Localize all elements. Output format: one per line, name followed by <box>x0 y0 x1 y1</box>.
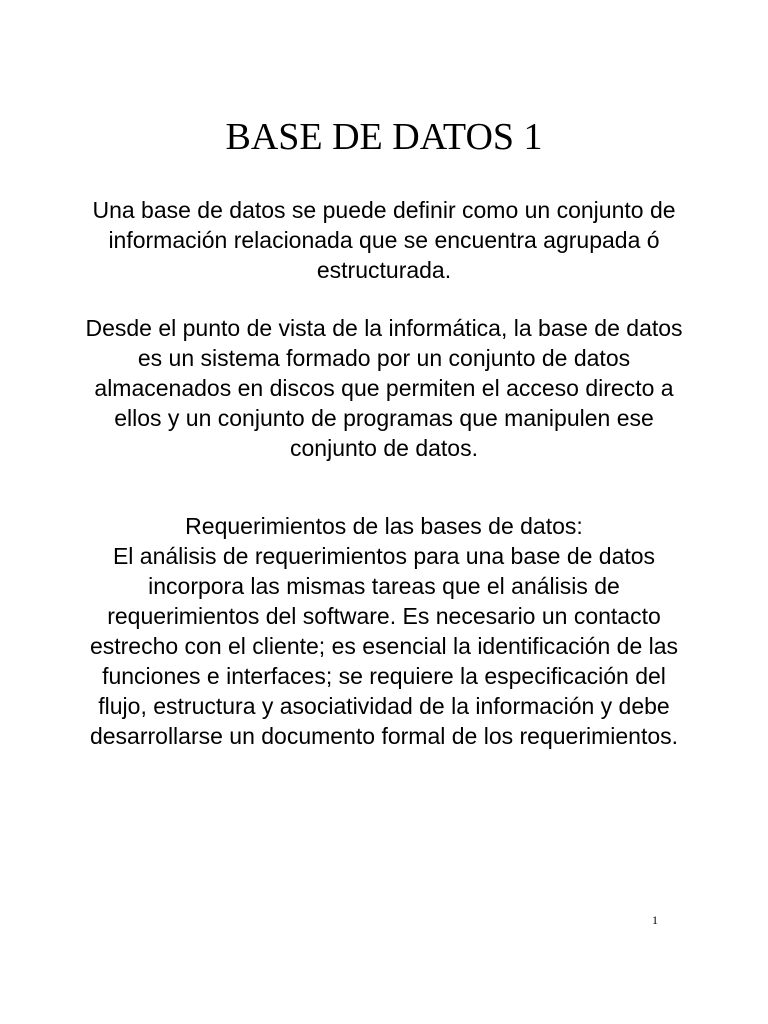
page-title: BASE DE DATOS 1 <box>225 116 543 158</box>
definition-paragraph: Una base de datos se puede definir como un conjunto de información relacionada que se encuentra agrupada ó estructurada. <box>92 197 676 283</box>
requirements-paragraph: Requerimientos de las bases de datos: El análisis de requerimientos para una base de datos incorpora las mismas tareas que el análisis de requerimientos del software. Es necesario un contacto estrecho con el cliente; es esencial la identificación de las funciones e interfaces; se requiere la especificación del flujo, estructura y asociatividad de la información y debe desarrollarse un documento formal de los requerimientos. <box>89 513 679 749</box>
page-number: 1 <box>652 913 658 927</box>
informatics-paragraph: Desde el punto de vista de la informática, la base de datos es un sistema formado por un conjunto de datos almacenados en discos que permiten el acceso directo a ellos y un conjunto de programas que manipulen ese conjunto de datos. <box>85 315 683 461</box>
